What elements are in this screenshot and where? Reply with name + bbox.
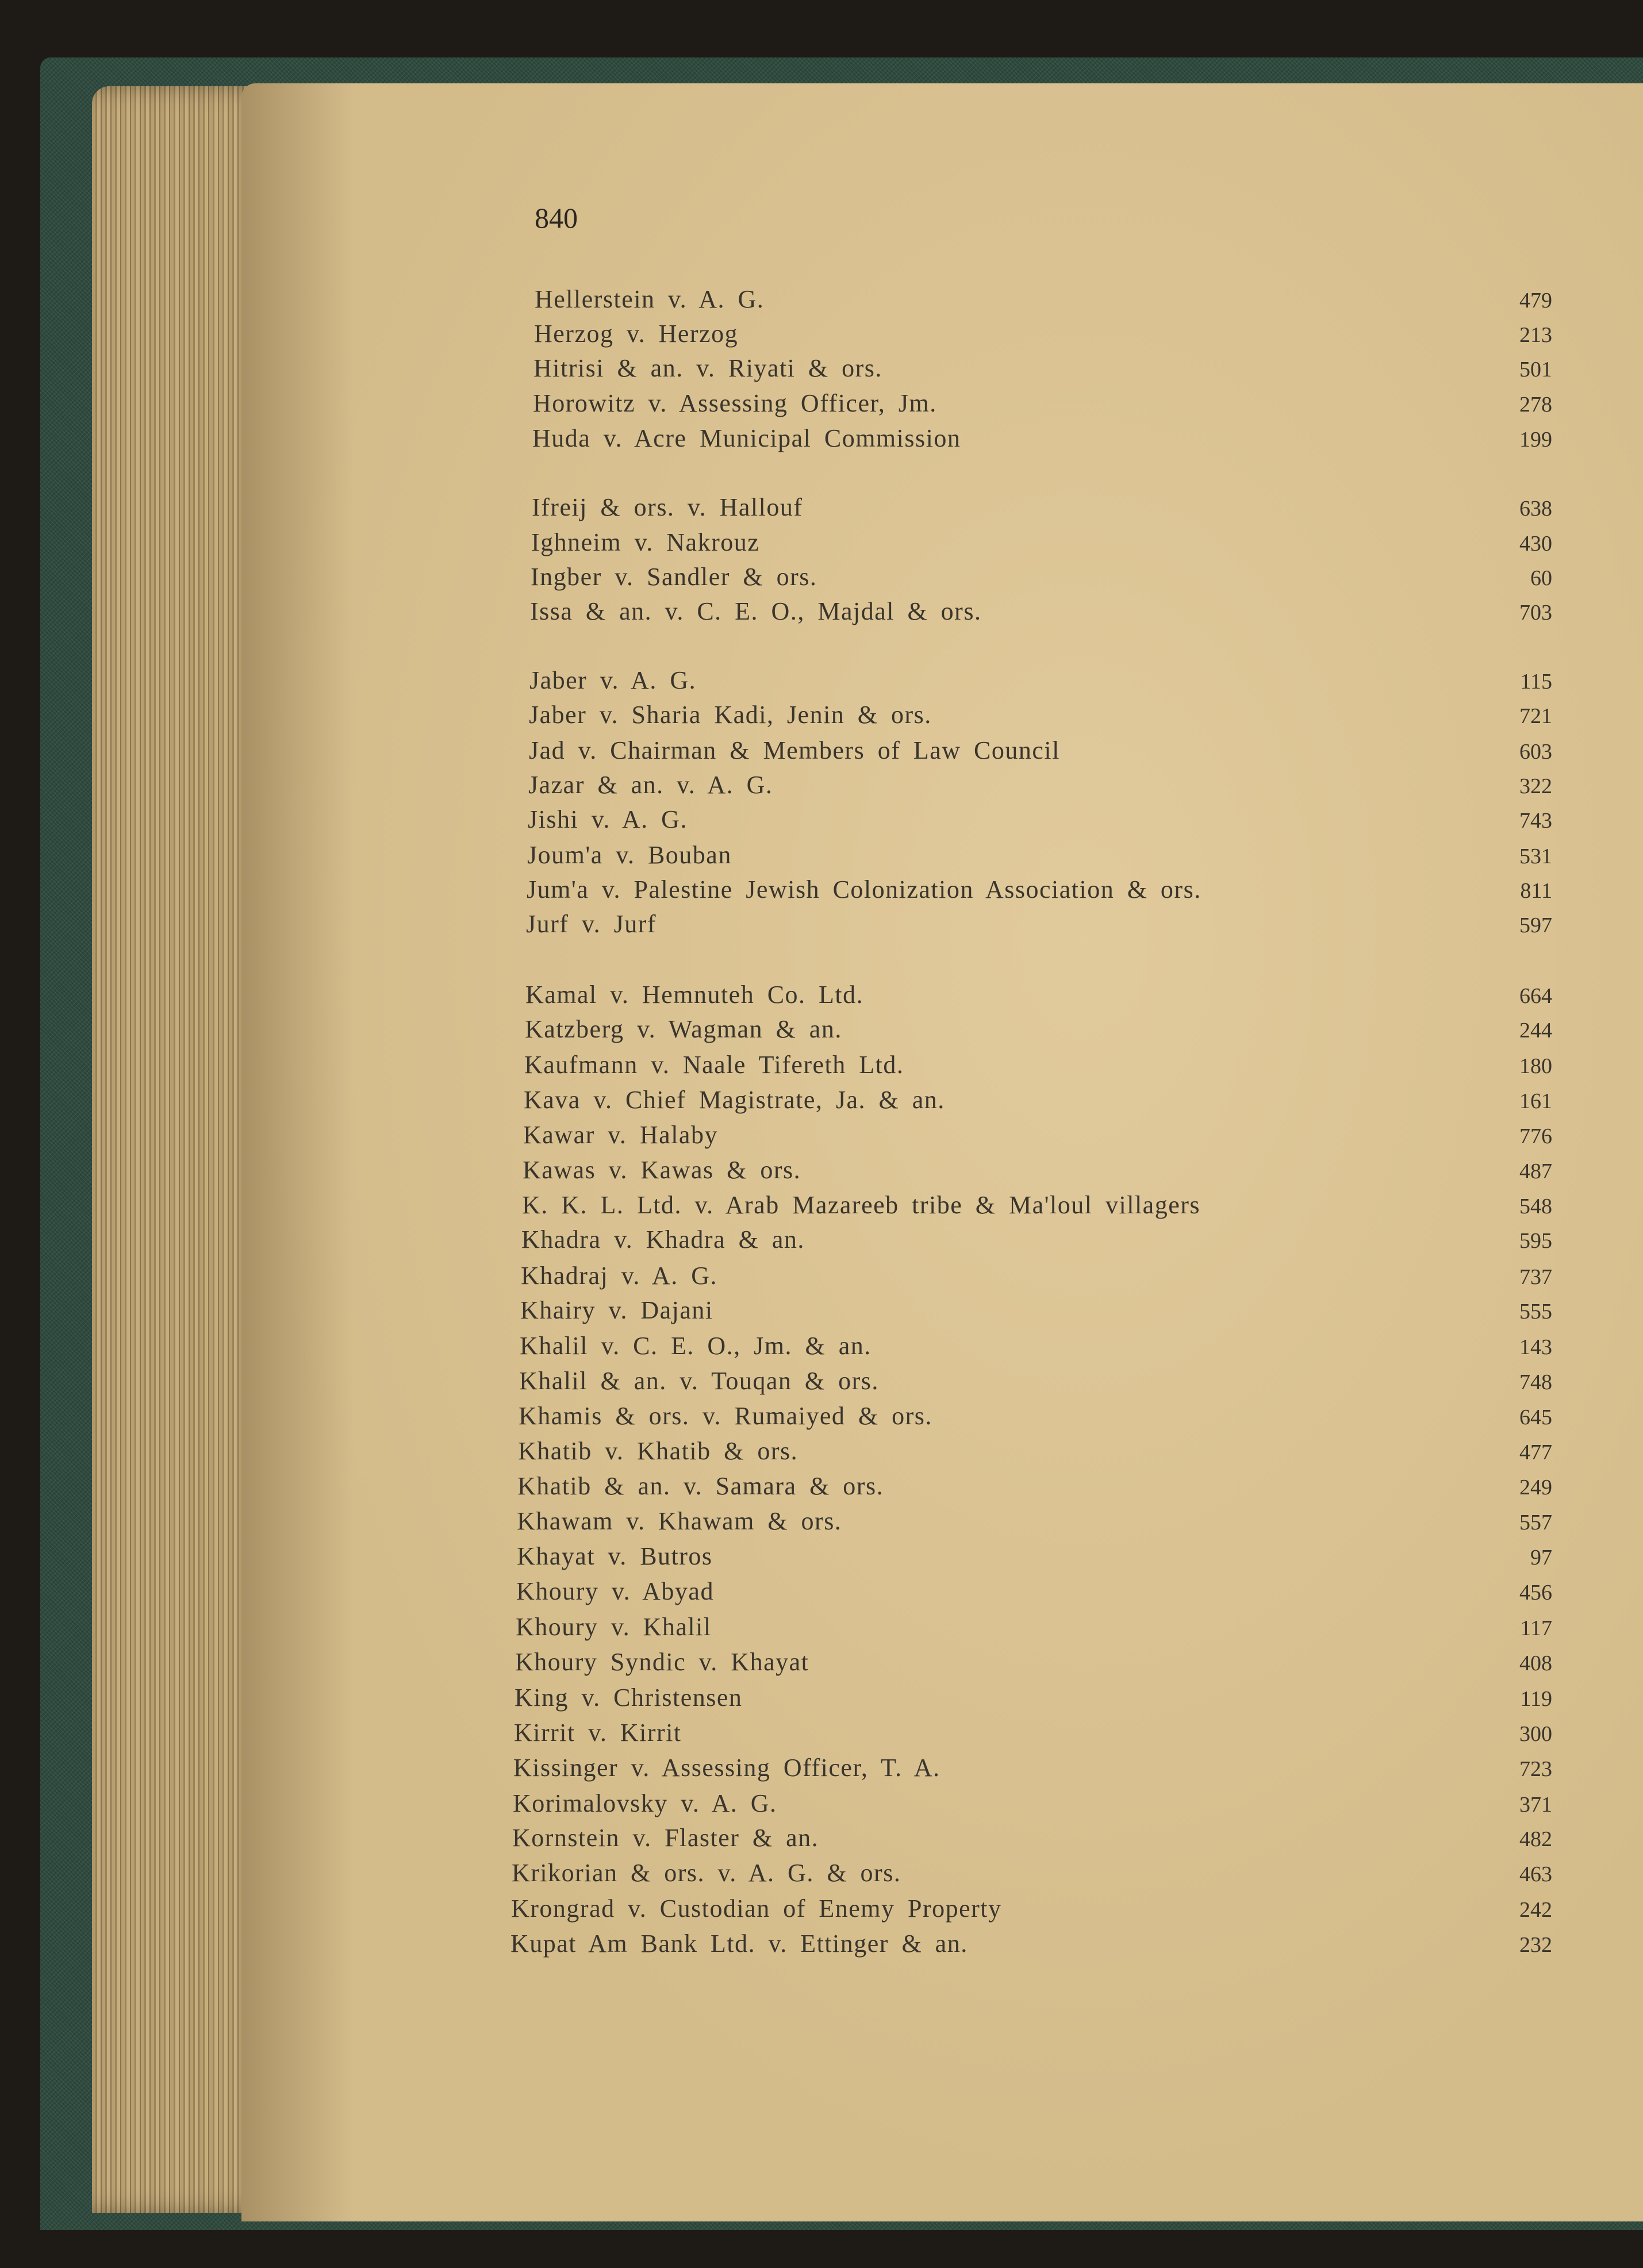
case-name: Hellerstein v. A. G. — [535, 285, 765, 313]
case-page-number: 638 — [1519, 497, 1552, 521]
case-page-number: 117 — [1520, 1616, 1552, 1640]
case-page-number: 232 — [1519, 1933, 1552, 1957]
case-page-number: 143 — [1519, 1335, 1552, 1359]
index-entry — [0, 1823, 1643, 1859]
case-name: Khalil v. C. E. O., Jm. & an. — [520, 1332, 872, 1360]
index-entry — [0, 353, 1643, 389]
index-entry — [0, 666, 1643, 701]
index-entry — [0, 1155, 1643, 1191]
case-name: Khayat v. Butros — [517, 1542, 713, 1570]
case-name: Khatib & an. v. Samara & ors. — [517, 1472, 884, 1500]
index-entry — [0, 840, 1643, 876]
case-name: Katzberg v. Wagman & an. — [525, 1015, 842, 1043]
index-entry — [0, 1296, 1643, 1331]
case-page-number: 776 — [1519, 1124, 1552, 1148]
index-entry — [0, 1577, 1643, 1612]
case-page-number: 115 — [1520, 670, 1552, 694]
case-page-number: 603 — [1519, 740, 1552, 764]
index-entry — [0, 1014, 1643, 1050]
case-page-number: 737 — [1519, 1265, 1552, 1289]
case-name: Joum'a v. Bouban — [527, 841, 732, 869]
index-entry — [0, 1225, 1643, 1260]
case-name: Kissinger v. Assessing Officer, T. A. — [513, 1754, 940, 1782]
case-page-number: 249 — [1519, 1475, 1552, 1500]
case-name: Hitrisi & an. v. Riyati & ors. — [533, 354, 882, 382]
case-name: Khalil & an. v. Touqan & ors. — [519, 1367, 879, 1395]
case-page-number: 743 — [1519, 809, 1552, 833]
case-name: Ighneim v. Nakrouz — [531, 528, 760, 556]
case-page-number: 408 — [1519, 1651, 1552, 1675]
case-page-number: 213 — [1519, 323, 1552, 347]
index-entry — [0, 1894, 1643, 1929]
case-name: Kawar v. Halaby — [523, 1121, 718, 1149]
case-page-number: 811 — [1520, 879, 1552, 903]
case-page-number: 119 — [1520, 1687, 1552, 1711]
case-page-number: 664 — [1519, 984, 1552, 1008]
case-page-number: 97 — [1530, 1546, 1552, 1570]
case-name: Herzog v. Herzog — [534, 320, 739, 348]
case-page-number: 531 — [1519, 844, 1552, 868]
index-entry — [0, 700, 1643, 736]
index-entry — [0, 1753, 1643, 1789]
index-entry — [0, 319, 1643, 355]
case-name: Krikorian & ors. v. A. G. & ors. — [512, 1859, 901, 1887]
index-entry — [0, 1506, 1643, 1542]
case-page-number: 703 — [1519, 601, 1552, 625]
case-page-number: 199 — [1519, 428, 1552, 452]
case-name: Jurf v. Jurf — [526, 910, 657, 938]
case-page-number: 595 — [1519, 1229, 1552, 1253]
index-entry — [0, 285, 1643, 320]
case-name: Ingber v. Sandler & ors. — [531, 563, 817, 591]
index-entry — [0, 1366, 1643, 1402]
case-page-number: 721 — [1519, 704, 1552, 728]
index-entry — [0, 770, 1643, 806]
case-page-number: 322 — [1519, 774, 1552, 798]
case-name: Korimalovsky v. A. G. — [513, 1789, 777, 1817]
index-entry — [0, 1401, 1643, 1437]
index-entry — [0, 1789, 1643, 1824]
index-entry — [0, 1436, 1643, 1472]
case-name: Kirrit v. Kirrit — [514, 1719, 682, 1747]
case-page-number: 242 — [1519, 1898, 1552, 1922]
index-entry — [0, 1085, 1643, 1121]
case-name: Kaufmann v. Naale Tifereth Ltd. — [524, 1051, 904, 1079]
case-name: Jad v. Chairman & Members of Law Council — [529, 736, 1060, 764]
case-page-number: 180 — [1519, 1054, 1552, 1078]
case-name: Khoury v. Khalil — [516, 1613, 712, 1641]
case-page-number: 597 — [1519, 913, 1552, 937]
case-name: Khadra v. Khadra & an. — [521, 1225, 805, 1254]
case-page-number: 300 — [1519, 1722, 1552, 1746]
case-name: Huda v. Acre Municipal Commission — [532, 424, 961, 452]
index-entry — [0, 1190, 1643, 1226]
index-entry — [0, 424, 1643, 459]
case-page-number: 463 — [1519, 1862, 1552, 1886]
index-entry — [0, 1261, 1643, 1297]
index-entry — [0, 1612, 1643, 1648]
case-page-number: 557 — [1519, 1510, 1552, 1535]
case-page-number: 482 — [1519, 1827, 1552, 1851]
case-page-number: 555 — [1519, 1300, 1552, 1324]
index-entry — [0, 1647, 1643, 1683]
case-name: Khoury Syndic v. Khayat — [515, 1648, 809, 1676]
case-name: Kamal v. Hemnuteh Co. Ltd. — [525, 981, 864, 1009]
case-name: Kava v. Chief Magistrate, Ja. & an. — [524, 1086, 945, 1114]
index-entry — [0, 805, 1643, 840]
case-name: K. K. L. Ltd. v. Arab Mazareeb tribe & Ma'loul villagers — [522, 1191, 1201, 1219]
case-name: Khadraj v. A. G. — [521, 1262, 717, 1290]
case-name: Khatib v. Khatib & ors. — [518, 1437, 799, 1465]
index-entry — [0, 1331, 1643, 1367]
case-name: Jum'a v. Palestine Jewish Colonization Association & ors. — [527, 875, 1201, 904]
index-entry — [0, 1683, 1643, 1719]
case-page-number: 371 — [1519, 1793, 1552, 1817]
case-name: King v. Christensen — [515, 1683, 743, 1712]
page-number: 840 — [535, 202, 578, 234]
case-name: Horowitz v. Assessing Officer, Jm. — [533, 389, 937, 417]
case-page-number: 501 — [1519, 358, 1552, 382]
case-page-number: 645 — [1519, 1405, 1552, 1429]
case-page-number: 748 — [1519, 1370, 1552, 1394]
case-name: Issa & an. v. C. E. O., Majdal & ors. — [530, 597, 982, 625]
case-page-number: 278 — [1519, 393, 1552, 417]
index-entry — [0, 389, 1643, 424]
index-entry — [0, 1542, 1643, 1577]
case-page-number: 161 — [1519, 1089, 1552, 1113]
index-entry — [0, 909, 1643, 945]
case-name: Jaber v. Sharia Kadi, Jenin & ors. — [529, 701, 932, 729]
case-page-number: 548 — [1519, 1194, 1552, 1218]
case-name: Jishi v. A. G. — [528, 805, 688, 833]
case-page-number: 456 — [1519, 1581, 1552, 1605]
case-name: Khairy v. Dajani — [520, 1296, 713, 1324]
case-name: Kupat Am Bank Ltd. v. Ettinger & an. — [510, 1929, 968, 1958]
index-entry — [0, 736, 1643, 771]
case-name: Khoury v. Abyad — [516, 1577, 714, 1605]
case-page-number: 487 — [1519, 1159, 1552, 1183]
case-page-number: 723 — [1519, 1757, 1552, 1781]
index-entry — [0, 1718, 1643, 1754]
case-page-number: 430 — [1519, 532, 1552, 556]
case-name: Jazar & an. v. A. G. — [528, 771, 773, 799]
case-name: Khawam v. Khawam & ors. — [517, 1507, 842, 1535]
index-entry — [0, 1050, 1643, 1086]
case-name: Khamis & ors. v. Rumaiyed & ors. — [519, 1402, 932, 1430]
case-name: Kornstein v. Flaster & an. — [512, 1824, 819, 1852]
case-page-number: 244 — [1519, 1018, 1552, 1043]
index-entry — [0, 562, 1643, 598]
case-name: Kawas v. Kawas & ors. — [523, 1156, 801, 1184]
index-entry — [0, 875, 1643, 910]
index-entry — [0, 1120, 1643, 1156]
index-entry — [0, 493, 1643, 528]
index-entry — [0, 1929, 1643, 1965]
case-name: Krongrad v. Custodian of Enemy Property — [511, 1894, 1002, 1923]
case-page-number: 477 — [1519, 1440, 1552, 1464]
case-page-number: 60 — [1530, 566, 1552, 590]
case-name: Ifreij & ors. v. Hallouf — [532, 493, 803, 521]
index-entry — [0, 597, 1643, 632]
index-entry — [0, 528, 1643, 563]
index-entry — [0, 1471, 1643, 1507]
case-name: Jaber v. A. G. — [529, 666, 697, 694]
index-entry — [0, 1858, 1643, 1894]
index-entry — [0, 980, 1643, 1016]
case-page-number: 479 — [1519, 289, 1552, 313]
